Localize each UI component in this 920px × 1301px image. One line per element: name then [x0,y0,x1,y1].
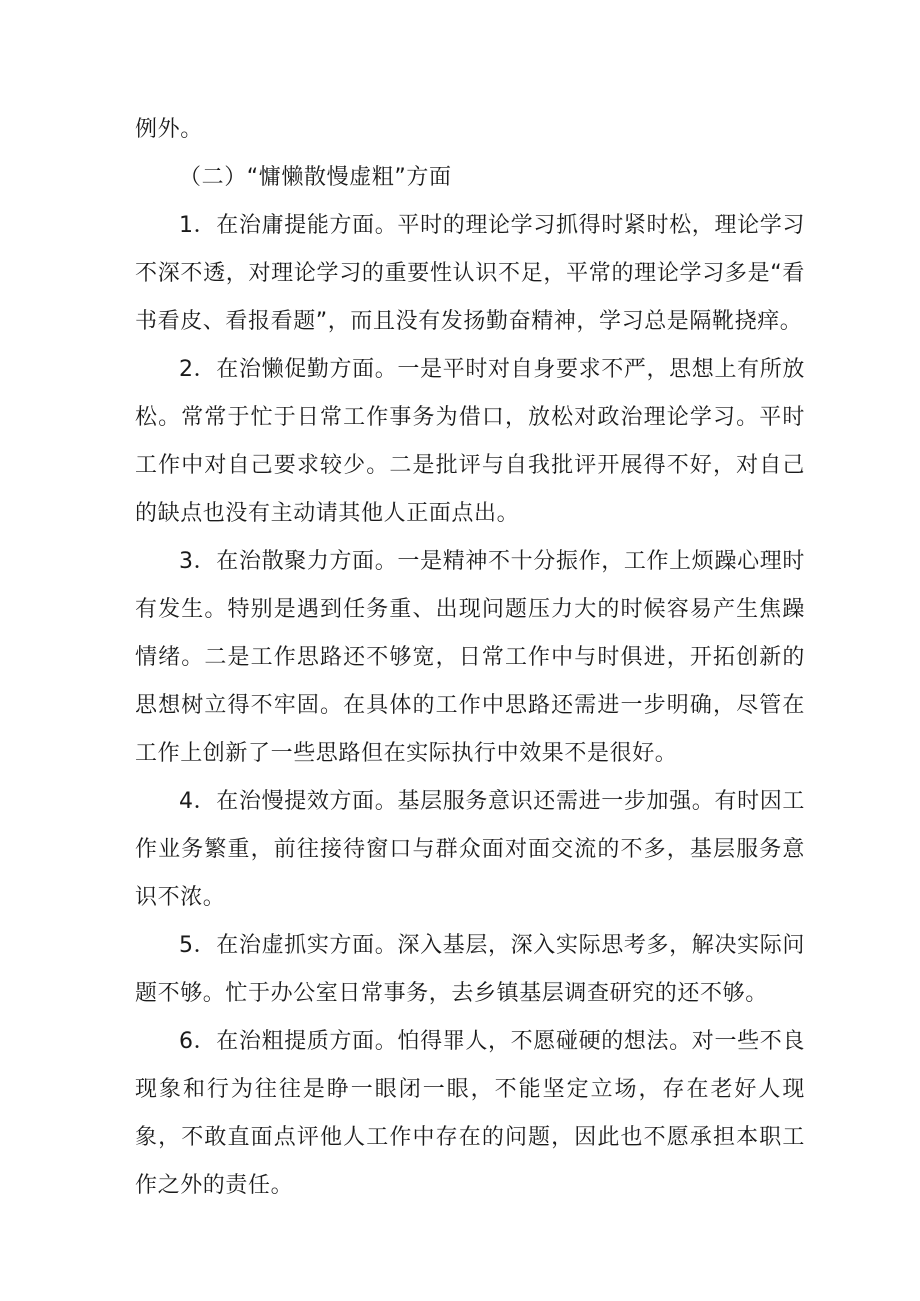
paragraph-5: 5．在治虚抓实方面。深入基层，深入实际思考多，解决实际问题不够。忙于办公室日常事务，去乡镇基层调查研究的还不够。 [135,933,805,1006]
paragraph-1: 1．在治庸提能方面。平时的理论学习抓得时紧时松，理论学习不深不透，对理论学习的重要性认识不足，平常的理论学习多是“看书看皮、看报看题”，而且没有发扬勤奋精神，学习总是隔靴挠痒。 [135,213,805,334]
paragraph-6: 6．在治粗提质方面。怕得罪人，不愿碰硬的想法。对一些不良现象和行为往往是睁一眼闭一眼，不能坚定立场，存在老好人现象，不敢直面点评他人工作中存在的问题，因此也不愿承担本职工作之外的责任。 [135,1029,805,1198]
paragraph-3: 3．在治散聚力方面。一是精神不十分振作，工作上烦躁心理时有发生。特别是遇到任务重、出现问题压力大的时候容易产生焦躁情绪。二是工作思路还不够宽，日常工作中与时俱进，开拓创新的思想树立得不牢固。在具体的工作中思路还需进一步明确，尽管在工作上创新了一些思路但在实际执行中效果不是很好。 [135,549,805,766]
document-body [135,106,805,1210]
paragraph-4: 4．在治慢提效方面。基层服务意识还需进一步加强。有时因工作业务繁重，前往接待窗口与群众面对面交流的不多，基层服务意识不浓。 [135,789,805,910]
paragraph-2: 2．在治懒促勤方面。一是平时对自身要求不严，思想上有所放松。常常于忙于日常工作事务为借口，放松对政治理论学习。平时工作中对自己要求较少。二是批评与自我批评开展得不好，对自己的缺点也没有主动请其他人正面点出。 [135,357,805,526]
section-heading: （二）“慵懒散慢虚粗”方面 [179,165,452,190]
continuation-text: 例外。 [135,117,203,142]
